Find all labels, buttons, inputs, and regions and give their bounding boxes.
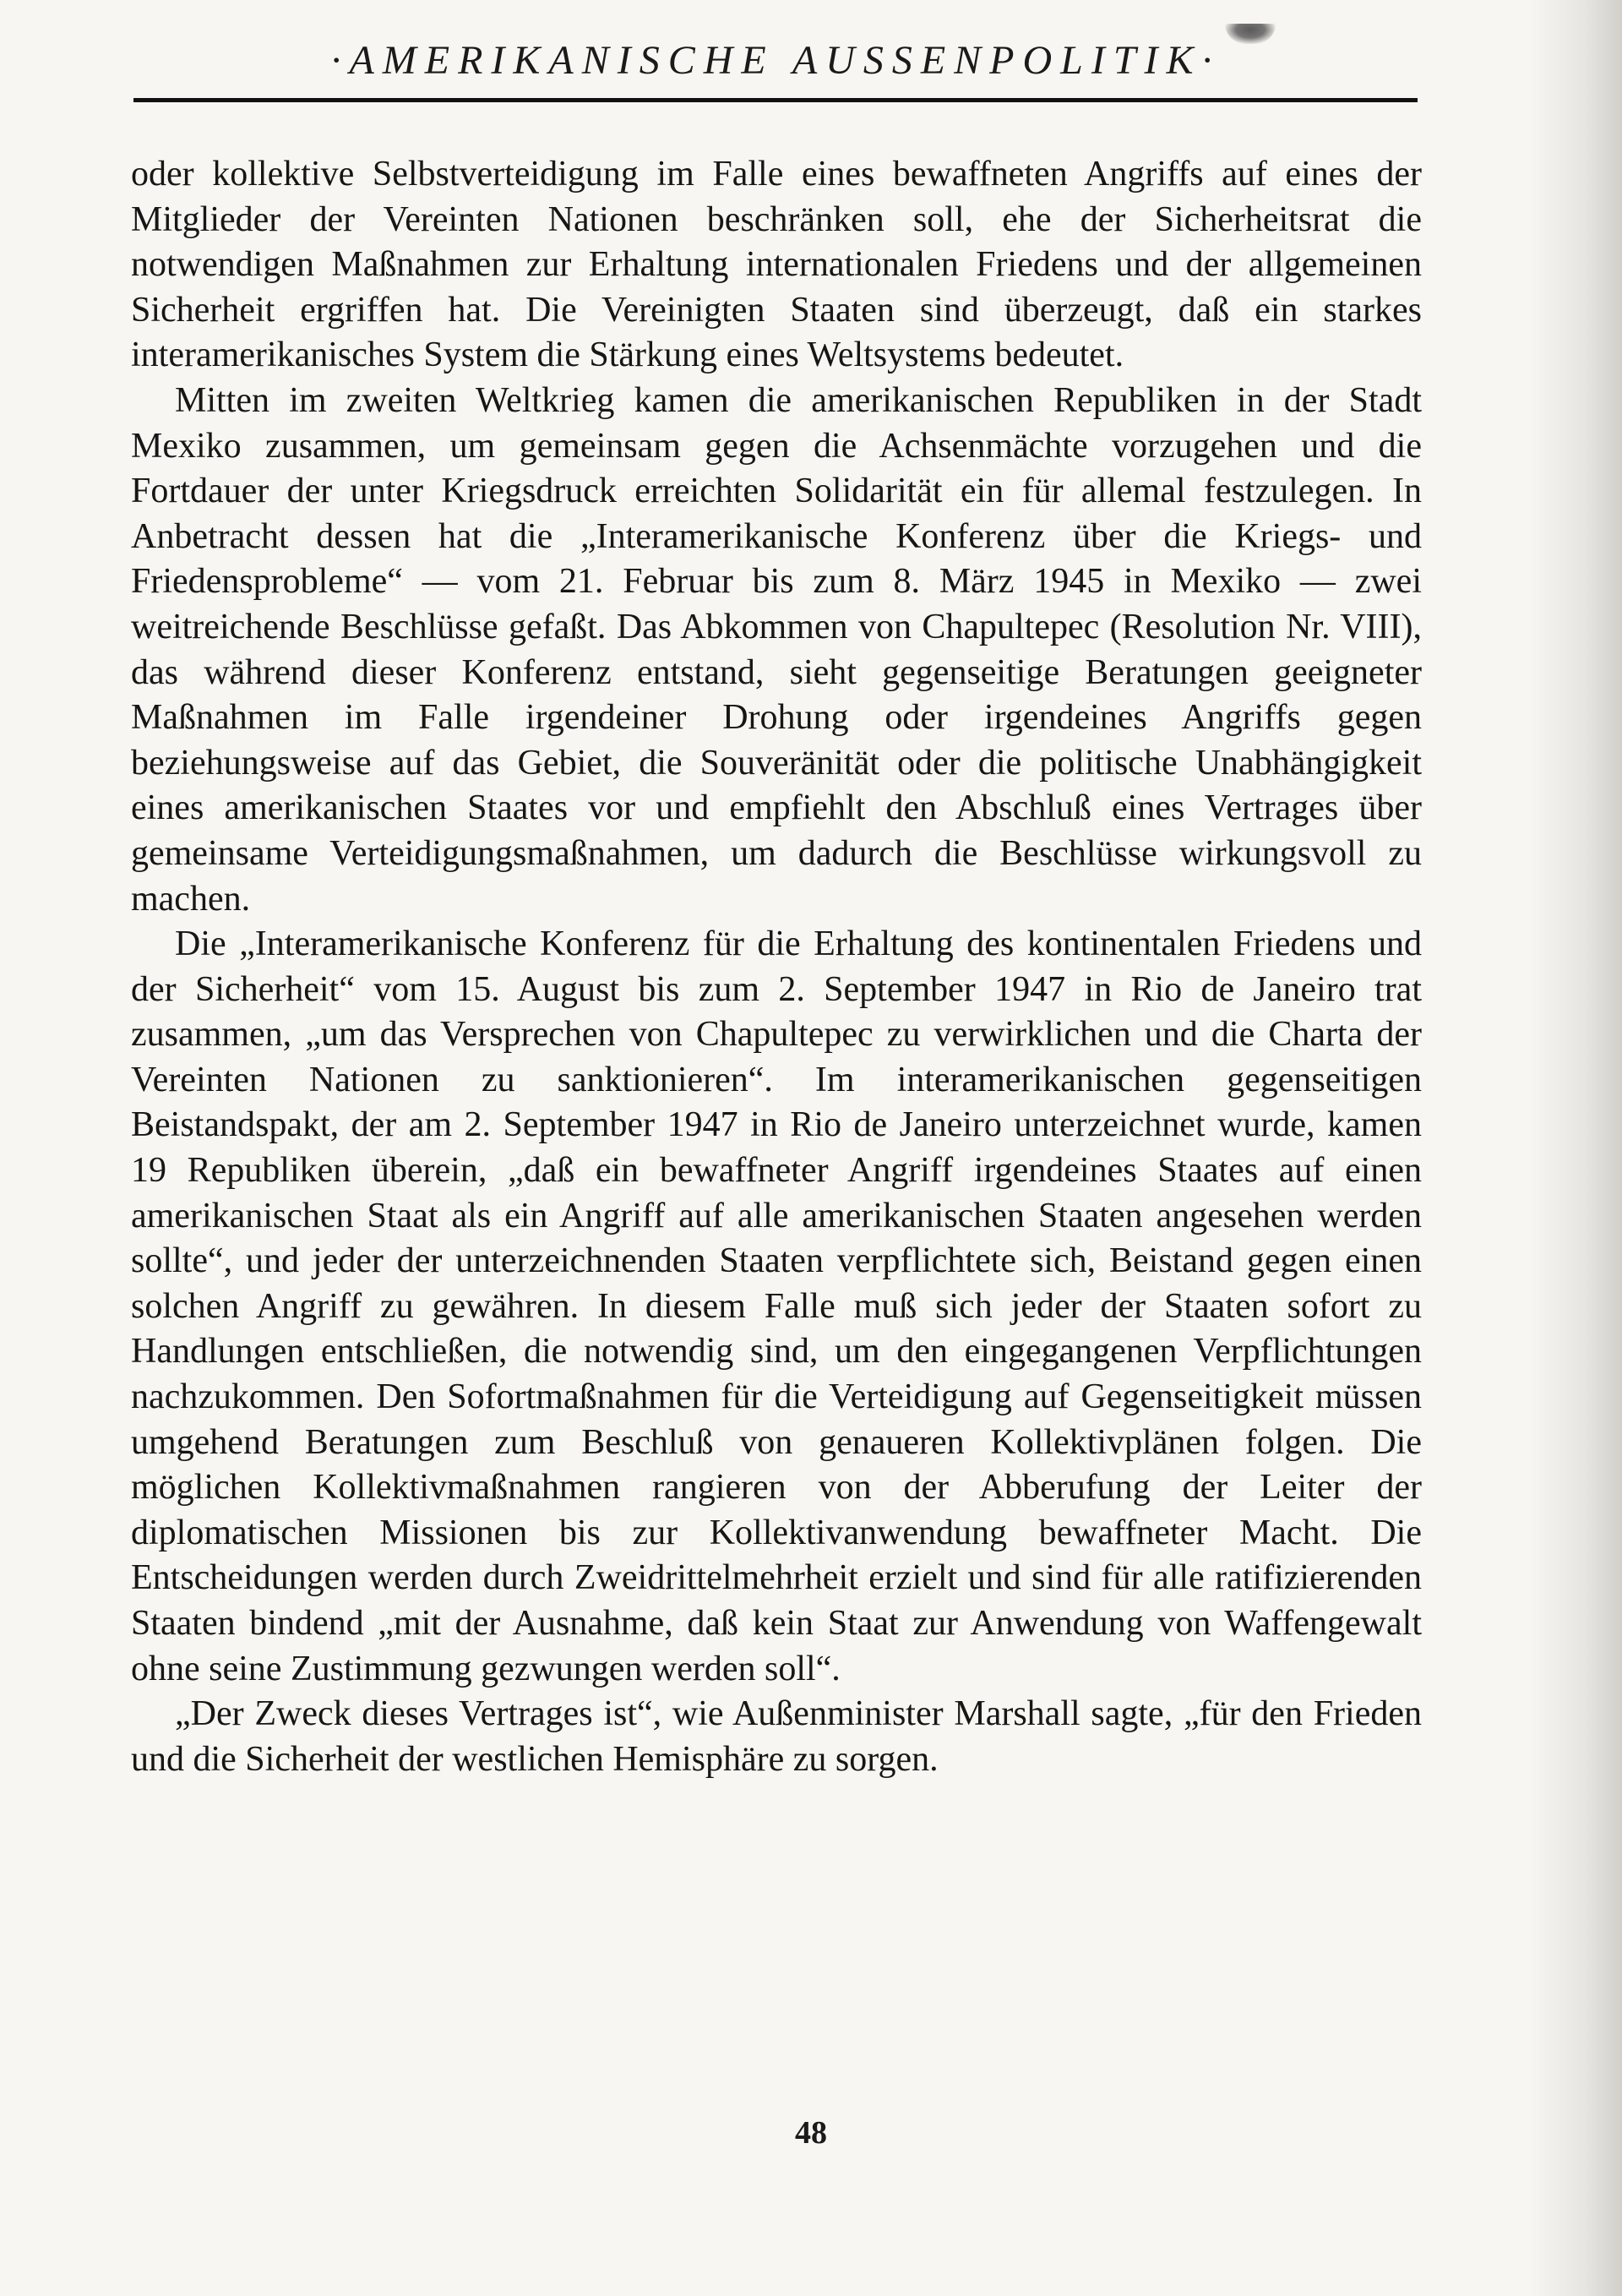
body-text: [131, 152, 1422, 1782]
paragraph: Mitten im zweiten Weltkrieg kamen die amerikanischen Republiken in der Stadt Mexiko zusammen, um gemeinsam gegen die Achsenmächte vorzugehen und die Fortdauer der unter Kriegsdruck erreichten Solidarität ein für allemal festzulegen. In Anbetracht dessen hat die „Interamerikanische Konferenz über die Kriegs- und Friedensprobleme“ — vom 21. Februar bis zum 8. März 1945 in Mexiko — zwei weitreichende Beschlüsse gefaßt. Das Abkommen von Chapultepec (Resolution Nr. VIII), das während dieser Konferenz entstand, sieht gegenseitige Beratungen geeigneter Maßnahmen im Falle irgendeiner Drohung oder irgendeines Angriffs gegen beziehungsweise auf das Gebiet, die Souveränität oder die politische Unabhängigkeit eines amerikanischen Staates vor und empfiehlt den Abschluß eines Vertrages über gemeinsame Verteidigungsmaßnahmen, um dadurch die Beschlüsse wirkungsvoll zu machen.: [131, 380, 1422, 919]
paragraph-continuation: oder kollektive Selbstverteidigung im Falle eines bewaffneten Angriffs auf eines der Mitglieder der Vereinten Nationen beschränken soll, ehe der Sicherheitsrat die notwendigen Maßnahmen zur Erhaltung internationalen Friedens und der allgemeinen Sicherheit ergriffen hat. Die Vereinigten Staaten sind überzeugt, daß ein starkes interamerikanisches System die Stärkung eines Weltsystems bedeutet.: [131, 155, 1422, 375]
header-rule: [133, 98, 1418, 102]
running-head: ·AMERIKANISCHE AUSSENPOLITIK·: [330, 38, 1221, 83]
page-edge-shadow: [1529, 0, 1622, 2296]
paragraph: Die „Interamerikanische Konferenz für die Erhaltung des kontinentalen Friedens und der Sicherheit“ vom 15. August bis zum 2. September 1947 in Rio de Janeiro trat zusammen, „um das Versprechen von Chapultepec zu verwirklichen und die Charta der Vereinten Nationen zu sanktionieren“. Im interamerikanischen gegenseitigen Beistandspakt, der am 2. September 1947 in Rio de Janeiro unterzeichnet wurde, kamen 19 Republiken überein, „daß ein bewaffneter Angriff irgendeines Staates auf einen amerikanischen Staat als ein Angriff auf alle amerikanischen Staaten angesehen werden sollte“, und jeder der unterzeichnenden Staaten verpflichtete sich, Beistand gegen einen solchen Angriff zu gewähren. In diesem Falle muß sich jeder der Staaten sofort zu Handlungen entschließen, die notwendig sind, um den eingegangenen Verpflichtungen nachzukommen. Den Sofortmaßnahmen für die Verteidigung auf Gegenseitigkeit müssen umgehend Beratungen zum Beschluß von genaueren Kollektivplänen folgen. Die möglichen Kollektivmaßnahmen rangieren von der Abberufung der Leiter der diplomatischen Missionen bis zur Kollektivanwendung bewaffneter Macht. Die Entscheidungen werden durch Zweidrittelmehrheit erzielt und sind für alle ratifizierenden Staaten bindend „mit der Ausnahme, daß kein Staat zur Anwendung von Waffengewalt ohne seine Zustimmung gezwungen werden soll“.: [131, 924, 1422, 1688]
paragraph: „Der Zweck dieses Vertrages ist“, wie Außenminister Marshall sagte, „für den Frieden und die Sicherheit der westlichen Hemisphäre zu sorgen.: [131, 1694, 1422, 1779]
page-header: [133, 24, 1418, 108]
page-number: 48: [795, 2115, 827, 2151]
